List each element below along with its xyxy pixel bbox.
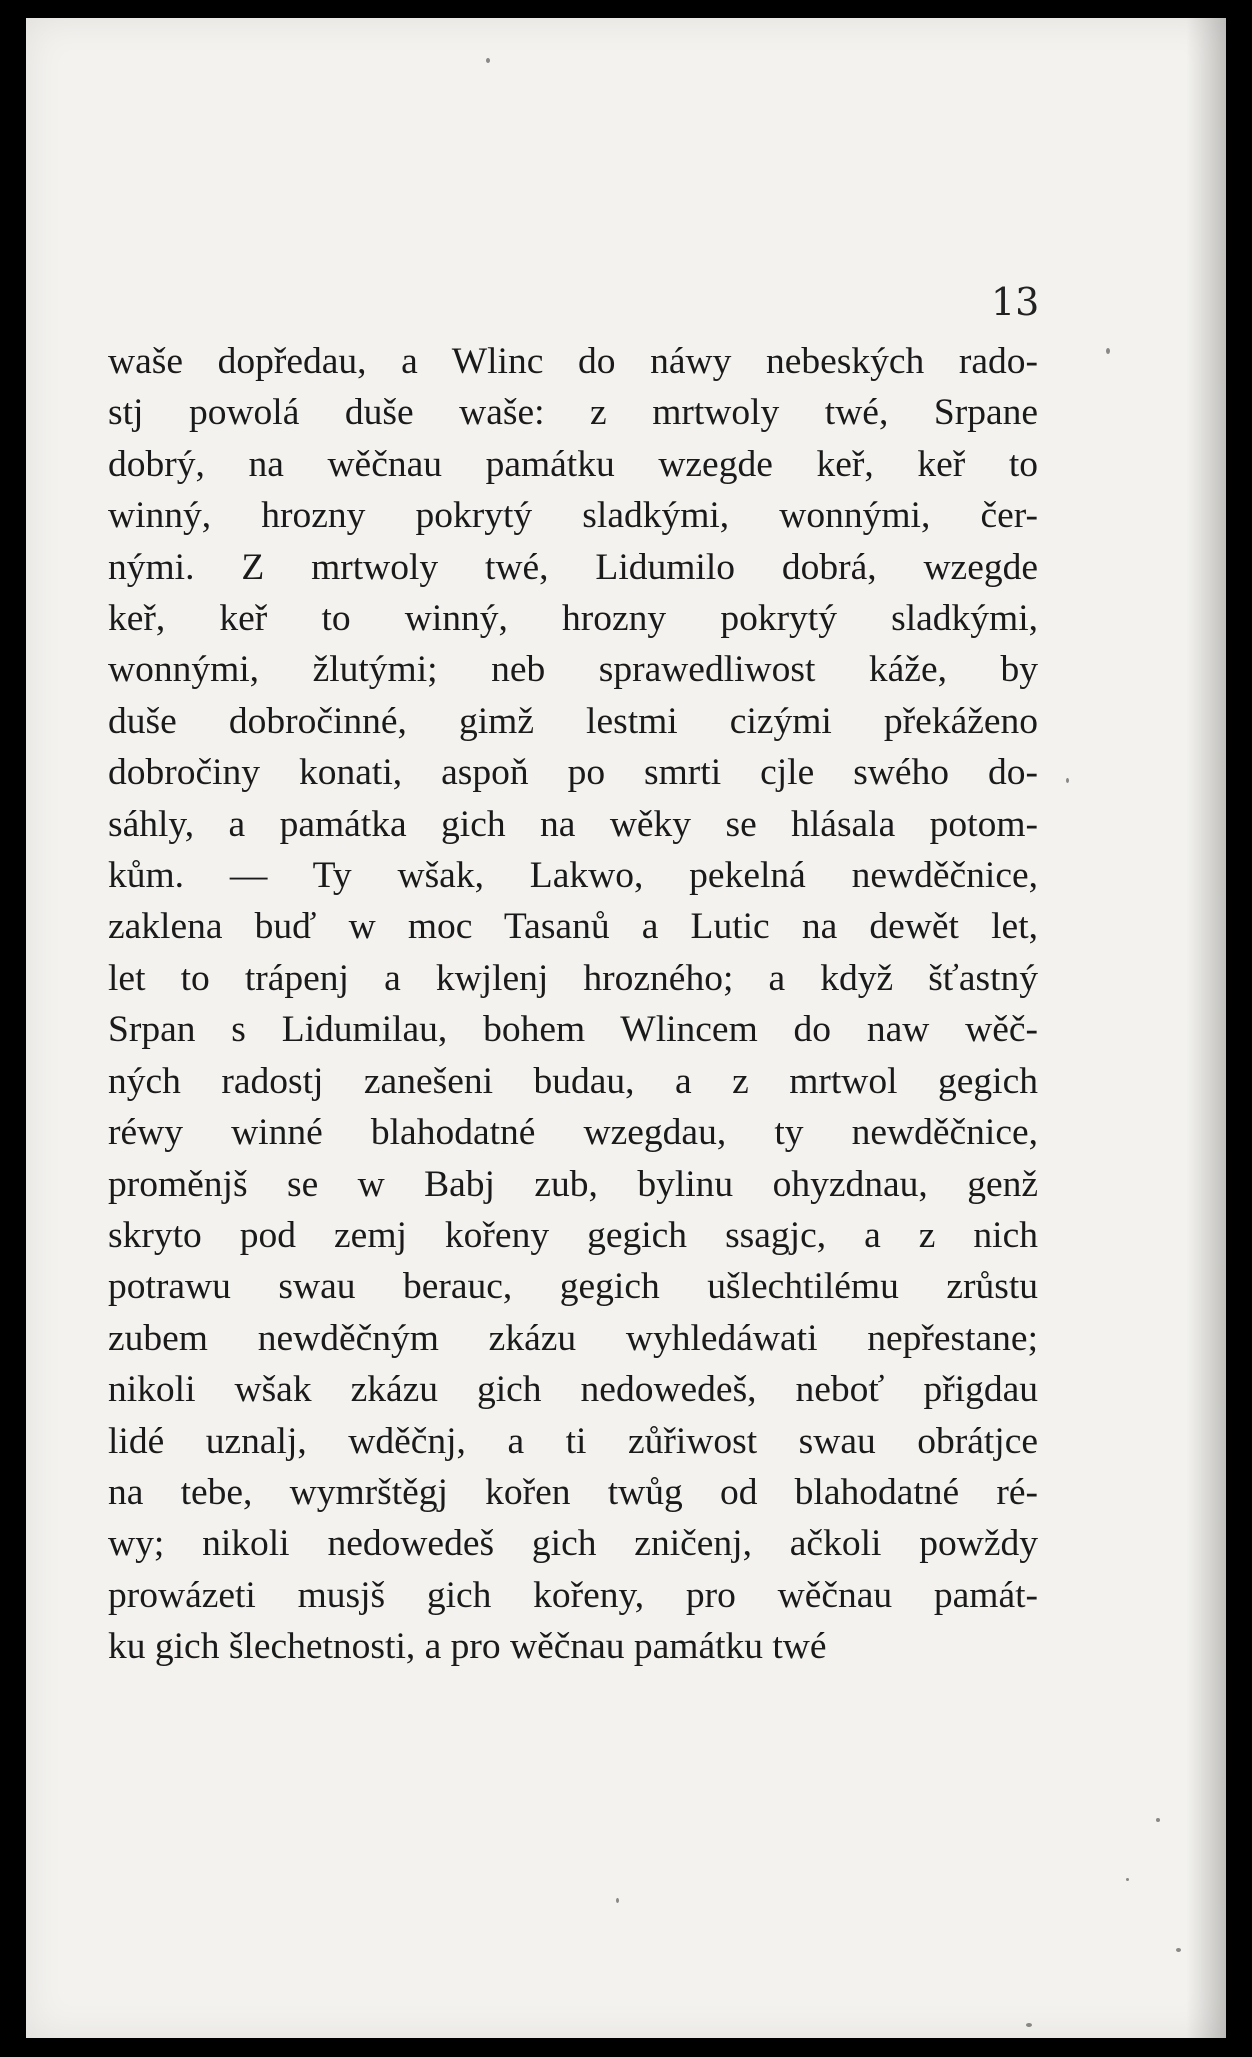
text-line: wonnými, žlutými; neb sprawedliwost káže, by <box>108 649 1038 691</box>
text-line: zaklena buď w moc Tasanů a Lutic na dewět let, <box>108 906 1038 948</box>
scan-speck <box>1126 1878 1129 1881</box>
text-line: ných radostj zanešeni budau, a z mrtwol gegich <box>108 1060 1038 1102</box>
text-line: stj powolá duše waše: z mrtwoly twé, Srpane <box>108 392 1038 434</box>
scan-speck <box>1026 2023 1032 2027</box>
scan-speck <box>1066 778 1069 783</box>
text-line: kům. — Ty wšak, Lakwo, pekelná newděčnice, <box>108 855 1038 897</box>
text-line: nikoli wšak zkázu gich nedowedeš, neboť přigdau <box>108 1369 1038 1411</box>
book-page <box>26 18 1226 2038</box>
scan-speck <box>1156 1818 1160 1822</box>
text-line: wy; nikoli nedowedeš gich zničenj, ačkoli powždy <box>108 1523 1038 1565</box>
text-line: waše dopředau, a Wlinc do náwy nebeských rado- <box>108 341 1038 382</box>
text-line: dobrý, na wěčnau památku wzegde keř, keř to <box>108 443 1038 485</box>
text-line: sáhly, a památka gich na wěky se hlásala potom- <box>108 803 1038 845</box>
text-line: réwy winné blahodatné wzegdau, ty newděčnice, <box>108 1112 1038 1154</box>
text-line: winný, hrozny pokrytý sladkými, wonnými, čer- <box>108 495 1038 537</box>
text-line: prowázeti musjš gich kořeny, pro wěčnau památ- <box>108 1574 1038 1616</box>
body-text <box>108 336 1038 1673</box>
scan-speck <box>1106 348 1110 354</box>
page-edge-shadow <box>1186 18 1226 2038</box>
text-line: Srpan s Lidumilau, bohem Wlincem do naw wěč- <box>108 1009 1038 1051</box>
text-line: let to trápenj a kwjlenj hrozného; a když šťastný <box>108 957 1038 999</box>
text-line: skryto pod zemj kořeny gegich ssagjc, a z nich <box>108 1214 1038 1256</box>
scan-speck <box>616 1898 619 1903</box>
scan-speck <box>1176 1948 1181 1952</box>
text-line: potrawu swau berauc, gegich ušlechtilému zrůstu <box>108 1266 1038 1308</box>
scan-speck <box>486 58 490 63</box>
text-line: dobročiny konati, aspoň po smrti cjle swého do- <box>108 752 1038 794</box>
text-line: zubem newděčným zkázu wyhledáwati nepřestane; <box>108 1317 1038 1359</box>
page-number: 13 <box>991 280 1040 324</box>
text-line: keř, keř to winný, hrozny pokrytý sladkými, <box>108 598 1038 640</box>
text-line: nými. Z mrtwoly twé, Lidumilo dobrá, wzegde <box>108 546 1038 588</box>
text-line: proměnjš se w Babj zub, bylinu ohyzdnau, genž <box>108 1163 1038 1205</box>
text-line: duše dobročinné, gimž lestmi cizými překáženo <box>108 700 1038 742</box>
text-line: ku gich šlechetnosti, a pro wěčnau památku twé <box>108 1626 827 1668</box>
text-line: lidé uznalj, wděčnj, a ti zůřiwost swau obrátjce <box>108 1420 1038 1462</box>
text-line: na tebe, wymrštěgj kořen twůg od blahodatné ré- <box>108 1471 1038 1513</box>
